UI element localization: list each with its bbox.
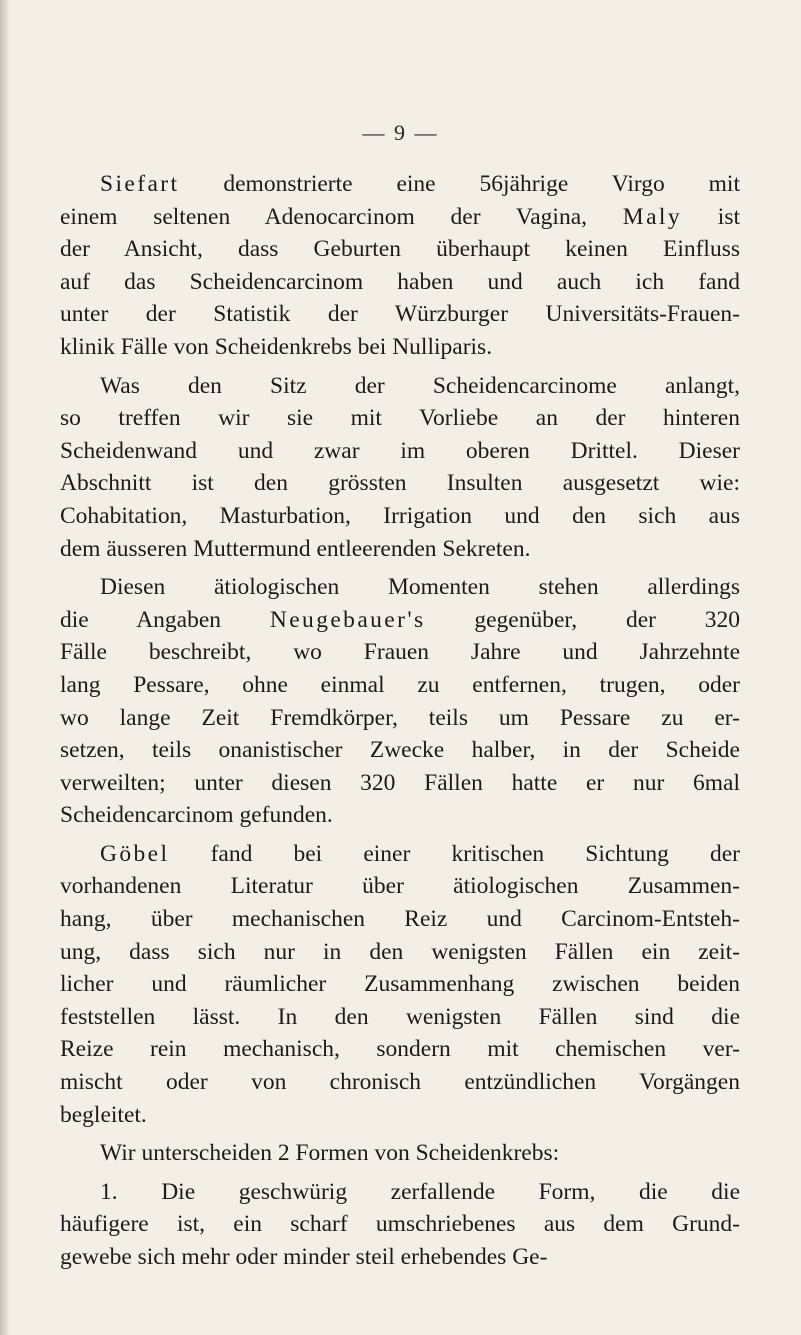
text-segment: feststellen lässt. In den wenigsten Fällen sind die (60, 1003, 740, 1030)
page-number (0, 120, 801, 146)
text-line (60, 1033, 740, 1066)
page-number-dash: — (407, 120, 439, 145)
text-segment: Diesen ätiologischen Momenten stehen allerdings (100, 574, 740, 601)
text-line (60, 331, 740, 364)
text-line (60, 636, 740, 669)
text-line (60, 1241, 740, 1274)
text-line (60, 870, 740, 903)
author-name: Maly (622, 203, 683, 230)
text-segment: hang, über mechanischen Reiz und Carcinom-Entsteh- (60, 906, 740, 933)
text-segment: lang Pessare, ohne einmal zu entfernen, trugen, oder (60, 671, 740, 698)
text-segment: so treffen wir sie mit Vorliebe an der hinteren (60, 405, 740, 432)
text-line (60, 435, 740, 468)
text-line (60, 838, 740, 871)
text-line (60, 1066, 740, 1099)
paragraph (60, 1176, 740, 1274)
text-line (60, 968, 740, 1001)
text-segment: Abschnitt ist den grössten Insulten ausgesetzt wie: (60, 470, 740, 497)
text-line (60, 702, 740, 735)
text-segment: ung, dass sich nur in den wenigsten Fällen ein zeit- (60, 938, 740, 965)
text-segment: vorhandenen Literatur über ätiologischen Zusammen- (60, 873, 740, 900)
text-segment: Reize rein mechanisch, sondern mit chemischen ver- (60, 1036, 740, 1063)
text-segment: Wir unterscheiden 2 Formen von Scheidenkrebs: (100, 1140, 560, 1167)
text-line (60, 903, 740, 936)
text-line (60, 298, 740, 331)
text-segment: gegenüber, der 320 (425, 606, 740, 633)
text-segment: gewebe sich mehr oder minder steil erhebendes Ge- (60, 1244, 548, 1270)
text-segment: 1. Die geschwürig zerfallende Form, die die (100, 1178, 740, 1205)
paragraph (60, 1137, 740, 1170)
page-number-value: 9 (394, 120, 407, 145)
paragraph (60, 168, 740, 364)
text-line (60, 1208, 740, 1241)
text-segment: wo lange Zeit Fremdkörper, teils um Pessare zu er- (60, 704, 740, 731)
text-segment: setzen, teils onanistischer Zwecke halber, in der Scheide (60, 737, 740, 764)
text-line (60, 799, 740, 832)
text-segment: fand bei einer kritischen Sichtung der (169, 840, 740, 867)
text-line (60, 201, 740, 234)
page-edge-shadow (0, 0, 10, 1335)
body-text (60, 168, 740, 1274)
text-line (60, 1137, 740, 1170)
text-segment: die Angaben (60, 606, 270, 633)
text-segment: unter der Statistik der Würzburger Universitäts-Frauen- (60, 301, 740, 328)
text-segment: Fälle beschreibt, wo Frauen Jahre und Jahrzehnte (60, 639, 740, 666)
text-segment: Was den Sitz der Scheidencarcinome anlangt, (100, 372, 740, 399)
text-line (60, 500, 740, 533)
paragraph (60, 370, 740, 566)
text-line (60, 604, 740, 637)
text-segment: klinik Fälle von Scheidenkrebs bei Nulliparis. (60, 333, 493, 360)
text-line (60, 533, 740, 566)
text-segment: einem seltenen Adenocarcinom der Vagina, (60, 203, 623, 230)
text-segment: dem äusseren Muttermund entleerenden Sekreten. (60, 535, 531, 562)
text-segment: licher und räumlicher Zusammenhang zwischen beiden (60, 971, 740, 998)
text-line (60, 467, 740, 500)
text-line (60, 571, 740, 604)
text-line (60, 734, 740, 767)
author-name: Göbel (100, 840, 170, 867)
text-line (60, 669, 740, 702)
text-segment: Scheidenwand und zwar im oberen Drittel. Dieser (60, 437, 740, 464)
text-line (60, 402, 740, 435)
text-segment: der Ansicht, dass Geburten überhaupt keinen Einfluss (60, 236, 740, 263)
paragraph (60, 838, 740, 1131)
text-segment: Cohabitation, Masturbation, Irrigation und den sich aus (60, 502, 740, 529)
text-segment: begleitet. (60, 1101, 147, 1128)
text-line (60, 370, 740, 403)
author-name: Neugebauer's (269, 606, 426, 633)
text-segment: häufigere ist, ein scharf umschriebenes aus dem Grund- (60, 1211, 740, 1238)
author-name: Siefart (100, 171, 180, 197)
text-line (60, 168, 740, 201)
page-number-dash: — (362, 120, 394, 145)
text-segment: auf das Scheidencarcinom haben und auch ich fand (60, 268, 740, 295)
paragraph (60, 571, 740, 832)
text-line (60, 1001, 740, 1034)
text-line (60, 1176, 740, 1209)
text-line (60, 936, 740, 969)
text-segment: demonstrierte eine 56jährige Virgo mit (179, 171, 740, 197)
text-segment: ist (682, 203, 740, 230)
text-line (60, 1099, 740, 1132)
text-segment: verweilten; unter diesen 320 Fällen hatte er nur 6mal (60, 769, 740, 796)
text-line (60, 233, 740, 266)
text-segment: Scheidencarcinom gefunden. (60, 802, 333, 829)
text-line (60, 767, 740, 800)
text-line (60, 266, 740, 299)
text-segment: mischt oder von chronisch entzündlichen Vorgängen (60, 1069, 740, 1096)
